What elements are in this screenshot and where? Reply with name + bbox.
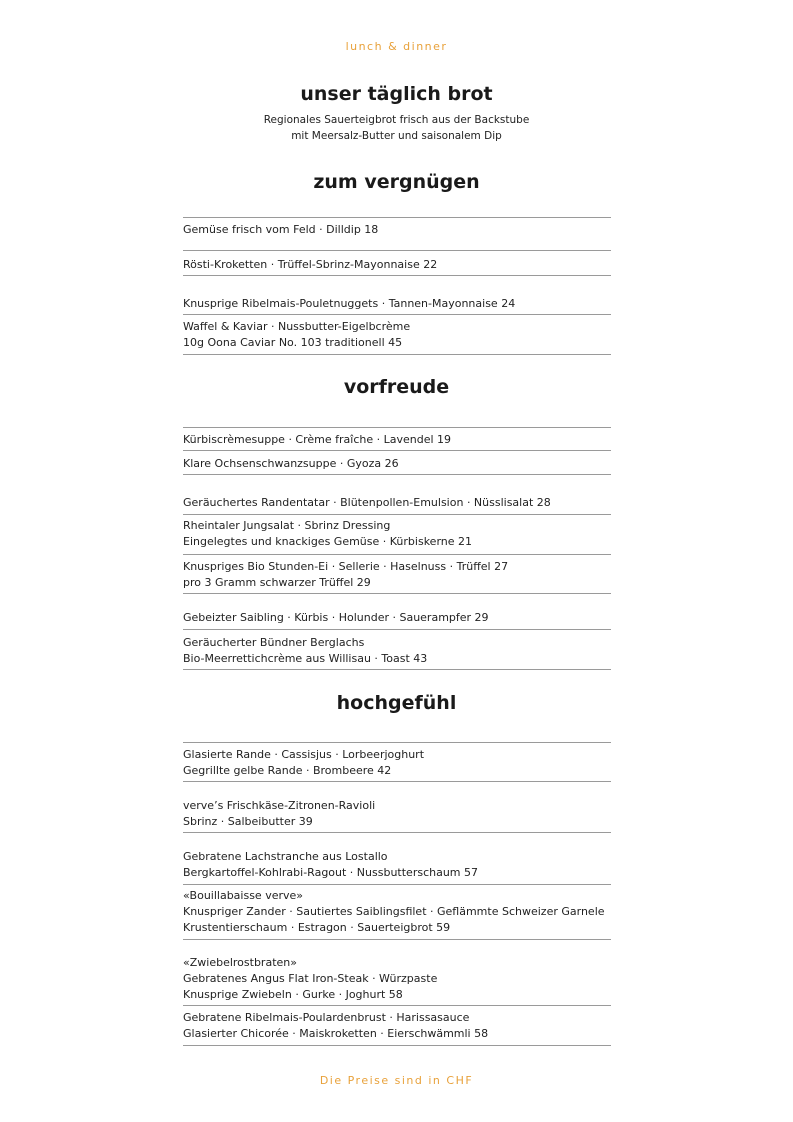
menu-item-line: Knusprige Ribelmais-Pouletnuggets · Tannen-Mayonnaise 24	[183, 297, 516, 310]
section-title-vergnuegen: zum vergnügen	[313, 171, 480, 193]
menu-item-line: Gebratene Lachstranche aus Lostallo	[183, 850, 388, 863]
menu-item-line: Gebratenes Angus Flat Iron-Steak · Würzpaste	[183, 972, 438, 985]
menu-item-line: Glasierte Rande · Cassisjus · Lorbeerjoghurt	[183, 748, 425, 761]
menu-item-line: 10g Oona Caviar No. 103 traditionell 45	[183, 336, 403, 349]
divider	[183, 629, 611, 630]
divider	[183, 1045, 611, 1046]
menu-item-line: Klare Ochsenschwanzsuppe · Gyoza 26	[183, 457, 399, 470]
menu-item-line: Bio-Meerrettichcrème aus Willisau · Toast 43	[183, 652, 428, 665]
divider	[183, 314, 611, 315]
divider	[183, 1005, 611, 1006]
brot-intro-line: mit Meersalz-Butter und saisonalem Dip	[291, 130, 502, 142]
section-title-hochgefuehl: hochgefühl	[336, 692, 457, 714]
menu-item-line: verve’s Frischkäse-Zitronen-Ravioli	[183, 799, 376, 812]
menu-item-line: Krustentierschaum · Estragon · Sauerteigbrot 59	[183, 921, 451, 934]
divider	[183, 742, 611, 743]
menu-item-line: Knusprige Zwiebeln · Gurke · Joghurt 58	[183, 988, 403, 1001]
menu-item-line: Geräuchertes Randentatar · Blütenpollen-Emulsion · Nüsslisalat 28	[183, 496, 551, 509]
divider	[183, 669, 611, 670]
menu-item-line: Glasierter Chicorée · Maiskroketten · Eierschwämmli 58	[183, 1027, 489, 1040]
menu-header: lunch & dinner	[345, 40, 448, 53]
divider	[183, 427, 611, 428]
price-note: Die Preise sind in CHF	[319, 1074, 474, 1087]
menu-item-line: Rösti-Kroketten · Trüffel-Sbrinz-Mayonnaise 22	[183, 258, 438, 271]
menu-item-line: Knuspriger Zander · Sautiertes Saiblingsfilet · Geflämmte Schweizer Garnele	[183, 905, 605, 918]
menu-item-line: «Zwiebelrostbraten»	[183, 956, 297, 969]
menu-item-line: Kürbiscrèmesuppe · Crème fraîche · Lavendel 19	[183, 433, 452, 446]
divider	[183, 884, 611, 885]
divider	[183, 832, 611, 833]
menu-item-line: pro 3 Gramm schwarzer Trüffel 29	[183, 576, 371, 589]
menu-item-line: Gebeizter Saibling · Kürbis · Holunder · Sauerampfer 29	[183, 611, 489, 624]
divider	[183, 450, 611, 451]
menu-item-line: Gemüse frisch vom Feld · Dilldip 18	[183, 223, 379, 236]
divider	[183, 217, 611, 218]
divider	[183, 474, 611, 475]
menu-item-line: Bergkartoffel-Kohlrabi-Ragout · Nussbutterschaum 57	[183, 866, 479, 879]
menu-item-line: Gegrillte gelbe Rande · Brombeere 42	[183, 764, 392, 777]
menu-item-line: Gebratene Ribelmais-Poulardenbrust · Harissasauce	[183, 1011, 470, 1024]
menu-item-line: Geräucherter Bündner Berglachs	[183, 636, 365, 649]
menu-item-line: Sbrinz · Salbeibutter 39	[183, 815, 313, 828]
menu-item-line: Eingelegtes und knackiges Gemüse · Kürbiskerne 21	[183, 535, 473, 548]
divider	[183, 250, 611, 251]
divider	[183, 554, 611, 555]
divider	[183, 593, 611, 594]
divider	[183, 275, 611, 276]
section-title-vorfreude: vorfreude	[343, 376, 450, 398]
section-title-brot: unser täglich brot	[300, 83, 493, 105]
menu-item-line: Rheintaler Jungsalat · Sbrinz Dressing	[183, 519, 391, 532]
divider	[183, 514, 611, 515]
menu-item-line: Waffel & Kaviar · Nussbutter-Eigelbcrème	[183, 320, 411, 333]
menu-item-line: «Bouillabaisse verve»	[183, 889, 304, 902]
divider	[183, 939, 611, 940]
divider	[183, 781, 611, 782]
brot-intro-line: Regionales Sauerteigbrot frisch aus der Backstube	[263, 114, 530, 126]
menu-item-line: Knuspriges Bio Stunden-Ei · Sellerie · Haselnuss · Trüffel 27	[183, 560, 509, 573]
divider	[183, 354, 611, 355]
